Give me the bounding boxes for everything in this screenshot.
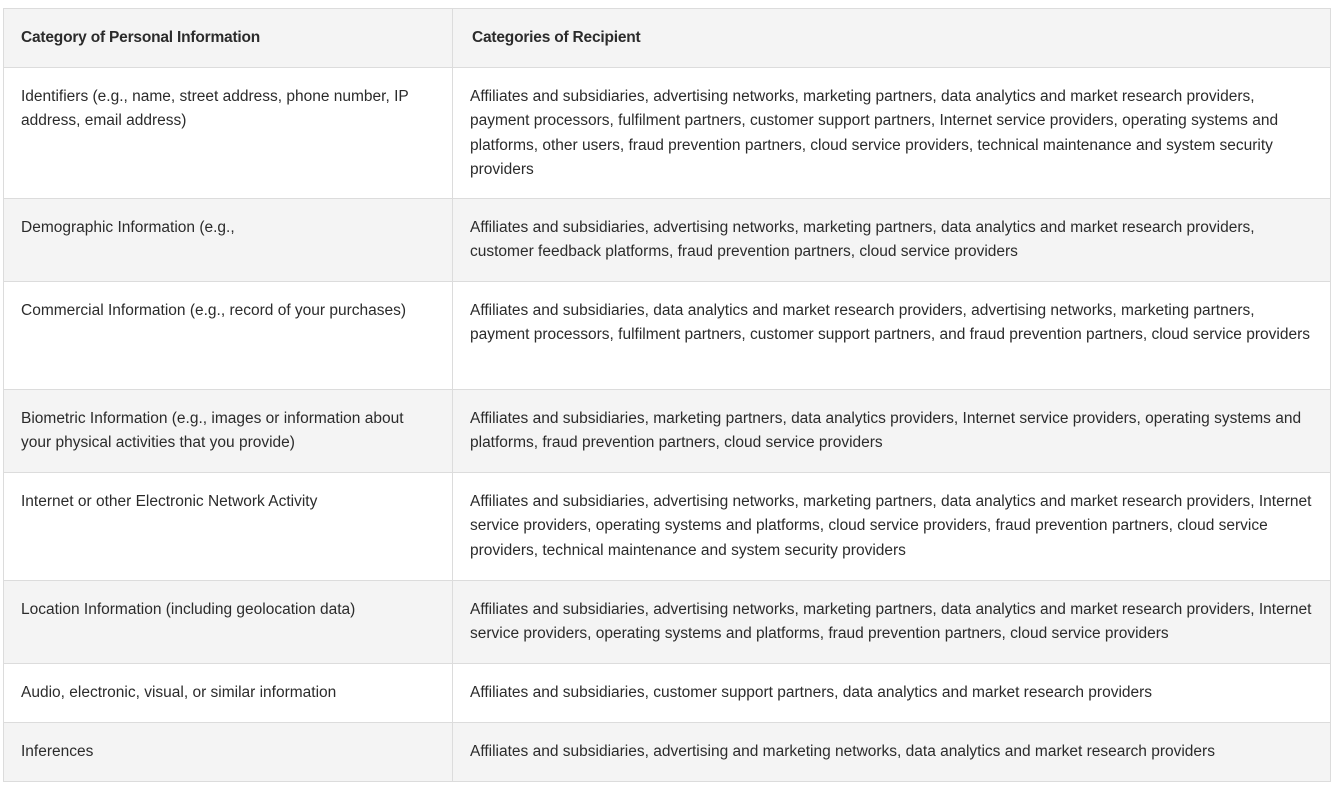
recipients-cell: Affiliates and subsidiaries, advertising networks, marketing partners, data analytics and market research providers, Internet service providers, operating systems and platforms, cloud service providers, fraud prevention partners, cloud service providers, technical maintenance and system security providers (453, 473, 1331, 581)
recipients-cell: Affiliates and subsidiaries, advertising and marketing networks, data analytics and market research providers (453, 723, 1331, 782)
table-header-row (4, 9, 1331, 68)
table-row (4, 68, 1331, 199)
column-header-category: Category of Personal Information (4, 9, 453, 68)
category-cell: Identifiers (e.g., name, street address, phone number, IP address, email address) (4, 68, 453, 199)
table-row (4, 390, 1331, 473)
table-row (4, 282, 1331, 390)
table-row (4, 473, 1331, 581)
table-row (4, 723, 1331, 782)
category-cell: Location Information (including geolocation data) (4, 581, 453, 664)
category-cell: Commercial Information (e.g., record of your purchases) (4, 282, 453, 390)
table-row (4, 581, 1331, 664)
table-row (4, 199, 1331, 282)
table-row (4, 664, 1331, 723)
recipients-cell: Affiliates and subsidiaries, advertising networks, marketing partners, data analytics and market research providers, customer feedback platforms, fraud prevention partners, cloud service providers (453, 199, 1331, 282)
category-cell: Inferences (4, 723, 453, 782)
recipients-cell: Affiliates and subsidiaries, customer support partners, data analytics and market research providers (453, 664, 1331, 723)
recipients-cell: Affiliates and subsidiaries, marketing partners, data analytics providers, Internet service providers, operating systems and platforms, fraud prevention partners, cloud service providers (453, 390, 1331, 473)
privacy-table-container (3, 8, 1330, 782)
category-cell: Biometric Information (e.g., images or information about your physical activities that you provide) (4, 390, 453, 473)
recipients-cell: Affiliates and subsidiaries, advertising networks, marketing partners, data analytics and market research providers, Internet service providers, operating systems and platforms, fraud prevention partners, cloud service providers (453, 581, 1331, 664)
category-cell: Demographic Information (e.g., (4, 199, 453, 282)
category-cell: Audio, electronic, visual, or similar information (4, 664, 453, 723)
category-cell: Internet or other Electronic Network Activity (4, 473, 453, 581)
recipients-cell: Affiliates and subsidiaries, data analytics and market research providers, advertising networks, marketing partners, payment processors, fulfilment partners, customer support partners, and fraud prevention partners, cloud service providers (453, 282, 1331, 390)
column-header-recipients: Categories of Recipient (453, 9, 1331, 68)
recipients-cell: Affiliates and subsidiaries, advertising networks, marketing partners, data analytics and market research providers, payment processors, fulfilment partners, customer support partners, Internet service providers, operating systems and platforms, other users, fraud prevention partners, cloud service providers, technical maintenance and system security providers (453, 68, 1331, 199)
personal-information-recipients-table (3, 8, 1331, 782)
